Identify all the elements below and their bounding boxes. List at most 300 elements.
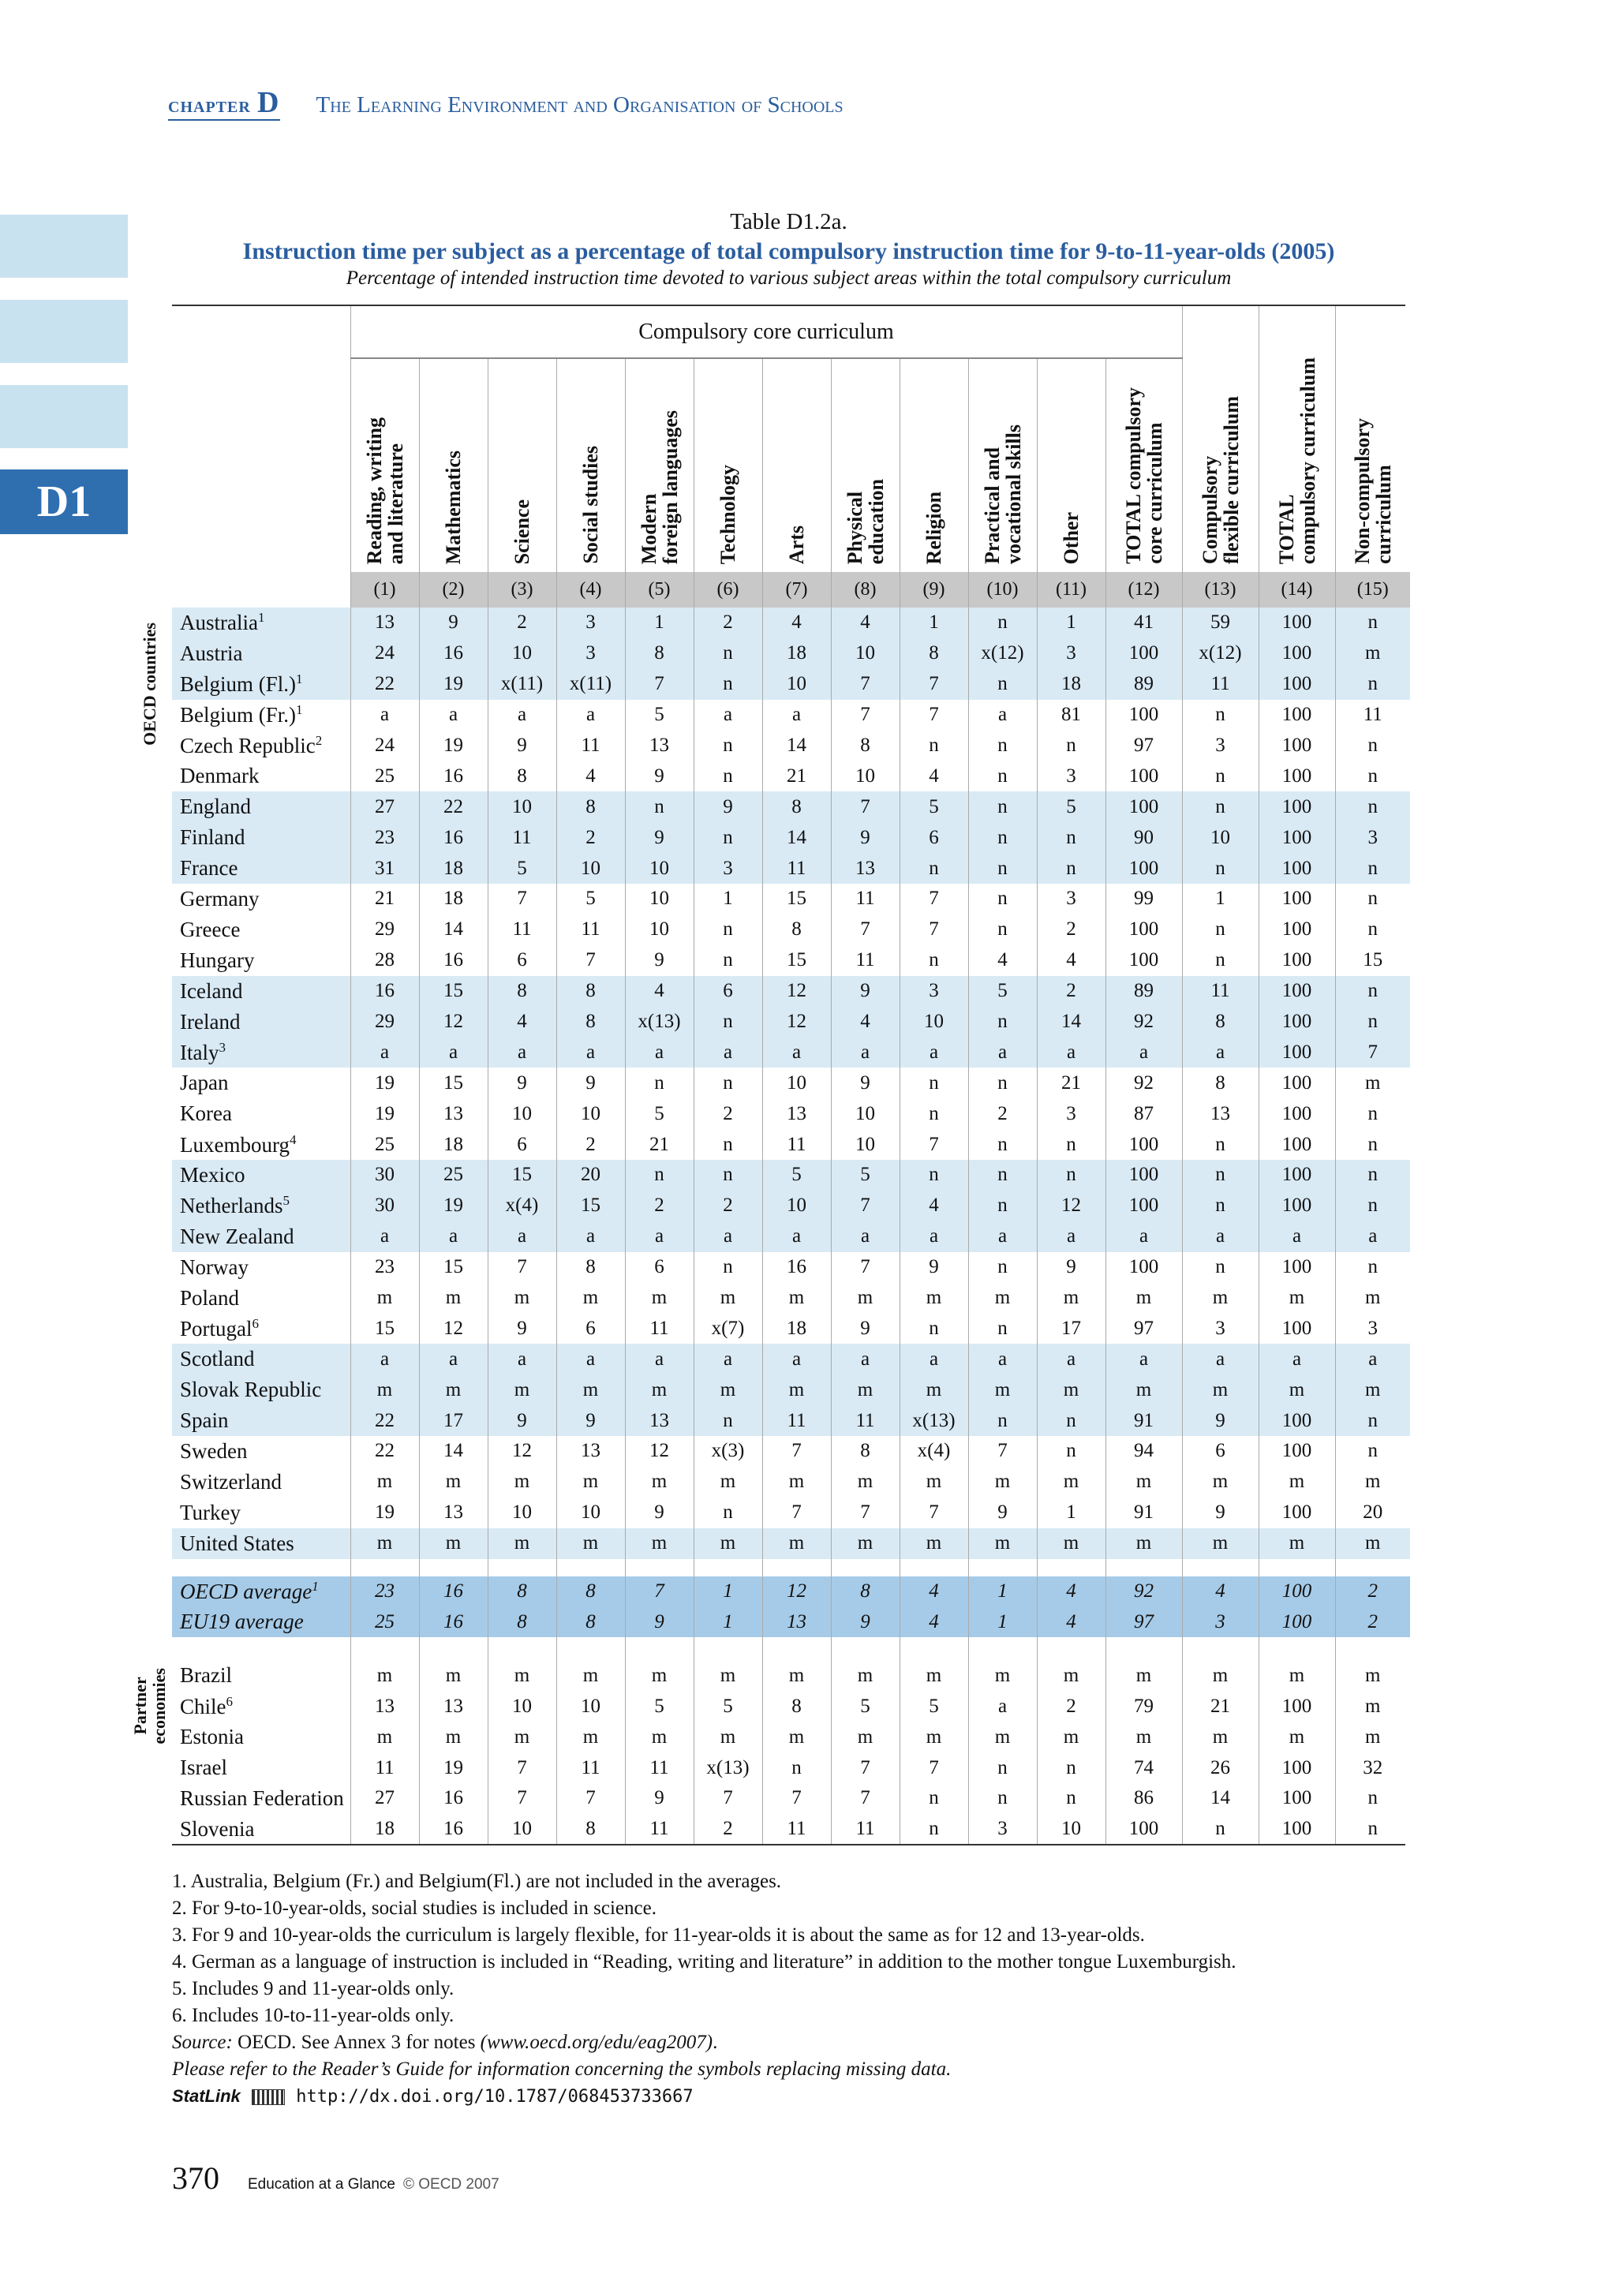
table-cell: m	[625, 1467, 694, 1498]
table-cell: 5	[625, 1098, 694, 1129]
row-label: Denmark	[180, 764, 260, 788]
table-cell: m	[1105, 1374, 1182, 1405]
row-label: Luxembourg$^4$	[180, 1131, 297, 1157]
table-cell: 10	[625, 853, 694, 884]
table-cell: a	[556, 1344, 625, 1374]
row-label: France	[172, 853, 350, 884]
table-cell: m	[762, 1467, 831, 1498]
table-cell: a	[762, 1344, 831, 1374]
table-cell: a	[625, 1221, 694, 1252]
row-label: Ireland	[172, 1007, 350, 1038]
table-cell: m	[1259, 1374, 1335, 1405]
table-cell: m	[1037, 1283, 1105, 1314]
table-cell: n	[1037, 731, 1105, 761]
source-link[interactable]: (www.oecd.org/edu/eag2007)	[480, 2032, 713, 2053]
table-cell: m	[1335, 1467, 1410, 1498]
table-cell: 7	[694, 1783, 762, 1814]
table-cell: 1	[1037, 608, 1105, 638]
table-cell: n	[625, 791, 694, 822]
table-cell: m	[350, 1374, 419, 1405]
side-tab-decor-2	[0, 300, 128, 363]
column-header: TOTAL compulsory core curriculum	[1105, 358, 1182, 572]
side-tab-decor-1	[0, 215, 128, 278]
table-cell: n	[900, 1098, 968, 1129]
table-cell: 10	[762, 1068, 831, 1098]
table-cell: m	[350, 1722, 419, 1752]
table-cell: 23	[350, 1576, 419, 1607]
table-cell: 13	[831, 853, 900, 884]
table-cell: 10	[488, 1691, 556, 1722]
table-cell: n	[1182, 1814, 1259, 1845]
table-cell: m	[1335, 1283, 1410, 1314]
table-cell: 11	[831, 1814, 900, 1845]
table-cell: 11	[625, 1814, 694, 1845]
table-cell: n	[1335, 731, 1410, 761]
table-cell: 9	[625, 761, 694, 791]
table-cell: a	[1182, 1037, 1259, 1068]
chapter-label: chapter D	[168, 86, 280, 119]
table-cell: 6	[900, 822, 968, 853]
row-label: Greece	[180, 917, 241, 941]
table-cell: m	[1335, 1660, 1410, 1691]
table-cell: 8	[762, 1691, 831, 1722]
table-cell: 13	[350, 608, 419, 638]
row-label: Belgium $(Fr.)^1$	[180, 702, 303, 727]
table-cell: n	[1335, 1405, 1410, 1436]
table-cell: 16	[419, 1576, 488, 1607]
table-cell: 13	[762, 1098, 831, 1129]
statlink-url[interactable]: http://dx.doi.org/10.1787/068453733667	[296, 2087, 694, 2107]
table-cell: 4	[900, 761, 968, 791]
table-cell: 100	[1259, 822, 1335, 853]
table-cell: 7	[1335, 1037, 1410, 1068]
table-cell: m	[488, 1283, 556, 1314]
row-label: New Zealand	[172, 1221, 350, 1252]
table-cell: 100	[1259, 669, 1335, 700]
table-cell: n	[1335, 1814, 1410, 1845]
table-cell: 9	[625, 1607, 694, 1638]
table-cell: 5	[831, 1691, 900, 1722]
row-label: Korea	[180, 1101, 232, 1126]
table-cell: 14	[762, 731, 831, 761]
table-cell: 10	[900, 1007, 968, 1038]
table-cell: 12	[625, 1436, 694, 1467]
table-cell: 87	[1105, 1098, 1182, 1129]
table-cell: a	[968, 1691, 1037, 1722]
table-cell: 29	[350, 914, 419, 945]
table-cell: 1	[900, 608, 968, 638]
table-cell: m	[419, 1660, 488, 1691]
table-cell: n	[694, 1068, 762, 1098]
footnote: 6. Includes 10-to-11-year-olds only.	[172, 2005, 454, 2026]
table-cell: n	[900, 731, 968, 761]
table-row	[172, 1344, 1410, 1374]
table-cell: 19	[350, 1068, 419, 1098]
table-cell: 7	[831, 1783, 900, 1814]
table-cell: 16	[762, 1252, 831, 1283]
table-cell: 7	[831, 1191, 900, 1221]
table-cell: m	[1105, 1467, 1182, 1498]
table-cell: 100	[1259, 853, 1335, 884]
table-cell: 12	[488, 1436, 556, 1467]
table-cell: a	[350, 1221, 419, 1252]
table-cell: 9	[831, 1313, 900, 1344]
table-cell: 8	[556, 1607, 625, 1638]
table-cell: 11	[831, 945, 900, 976]
table-cell: n	[1182, 1160, 1259, 1191]
table-notes	[172, 1868, 1435, 2111]
row-label: Scotland	[172, 1344, 350, 1374]
table-row	[172, 1160, 1410, 1191]
table-cell: 8	[556, 1007, 625, 1038]
table-cell: 5	[900, 791, 968, 822]
table-cell: x(3)	[694, 1436, 762, 1467]
table-cell: a	[419, 1037, 488, 1068]
table-title: Instruction time per subject as a percentage of total compulsory instruction time for 9-to-11-year-olds (2005)	[242, 238, 1335, 264]
table-cell: 92	[1105, 1576, 1182, 1607]
table-row	[172, 1221, 1410, 1252]
table-cell: m	[350, 1528, 419, 1559]
table-cell: 7	[831, 1252, 900, 1283]
table-cell: 3	[556, 608, 625, 638]
table-cell: n	[694, 1129, 762, 1160]
table-row	[172, 1528, 1410, 1559]
table-cell: n	[694, 761, 762, 791]
table-cell: 1	[694, 884, 762, 914]
table-cell: 11	[762, 1405, 831, 1436]
table-cell: 100	[1259, 1037, 1335, 1068]
table-cell: n	[968, 1007, 1037, 1038]
table-cell: m	[694, 1722, 762, 1752]
table-cell: n	[1335, 1436, 1410, 1467]
table-cell: 100	[1105, 853, 1182, 884]
table-cell: x(11)	[556, 669, 625, 700]
table-cell: n	[694, 1007, 762, 1038]
table-row	[172, 914, 1410, 945]
table-cell: 4	[488, 1007, 556, 1038]
table-cell: n	[968, 1752, 1037, 1783]
table-cell: 8	[1182, 1068, 1259, 1098]
table-cell: a	[556, 700, 625, 731]
table-cell: 100	[1105, 761, 1182, 791]
column-number: (14)	[1259, 572, 1335, 608]
table-cell: m	[625, 1528, 694, 1559]
table-cell: 15	[419, 976, 488, 1007]
table-cell: m	[900, 1528, 968, 1559]
column-number: (9)	[900, 572, 968, 608]
table-cell: a	[900, 1037, 968, 1068]
table-cell: 23	[350, 822, 419, 853]
table-cell: 92	[1105, 1007, 1182, 1038]
table-cell: 13	[419, 1691, 488, 1722]
table-cell: m	[1335, 638, 1410, 669]
table-cell: 6	[694, 976, 762, 1007]
table-cell: 18	[419, 853, 488, 884]
table-cell: n	[900, 1783, 968, 1814]
table-cell: 7	[831, 791, 900, 822]
table-cell: m	[1259, 1467, 1335, 1498]
table-cell: a	[556, 1221, 625, 1252]
table-cell: m	[625, 1722, 694, 1752]
table-cell: n	[1335, 608, 1410, 638]
table-cell: 59	[1182, 608, 1259, 638]
table-row	[172, 1191, 1410, 1221]
table-cell: n	[968, 1783, 1037, 1814]
table-row	[172, 669, 1410, 700]
table-cell: m	[831, 1467, 900, 1498]
column-header: TOTAL compulsory curriculum	[1259, 358, 1335, 572]
table-cell: m	[831, 1283, 900, 1314]
table-row	[172, 1576, 1410, 1607]
table-cell: 2	[694, 1098, 762, 1129]
table-cell: 31	[350, 853, 419, 884]
table-cell: n	[968, 884, 1037, 914]
table-cell: 7	[488, 1252, 556, 1283]
column-header: Religion	[900, 358, 968, 572]
table-cell: n	[1182, 945, 1259, 976]
row-label: Sweden	[180, 1438, 248, 1463]
table-cell: n	[968, 1313, 1037, 1344]
table-cell: 100	[1105, 1129, 1182, 1160]
row-label: Germany	[180, 886, 260, 911]
table-cell: 5	[556, 884, 625, 914]
table-cell: 4	[762, 608, 831, 638]
table-cell: 11	[488, 914, 556, 945]
table-cell: 3	[1182, 1313, 1259, 1344]
table-cell: 91	[1105, 1498, 1182, 1528]
table-cell: m	[625, 1660, 694, 1691]
table-cell: m	[625, 1283, 694, 1314]
row-label: Slovenia	[180, 1816, 255, 1841]
footnote: 3. For 9 and 10-year-olds the curriculum is largely flexible, for 11-year-olds it is about the same as for 12 and 13-year-olds.	[172, 1924, 1145, 1946]
table-cell: 15	[762, 884, 831, 914]
table-cell: 14	[1182, 1783, 1259, 1814]
table-cell: m	[1037, 1722, 1105, 1752]
table-cell: 8	[556, 1576, 625, 1607]
table-cell: n	[1182, 700, 1259, 731]
table-cell: 8	[831, 1576, 900, 1607]
column-number: (3)	[488, 572, 556, 608]
table-cell: 41	[1105, 608, 1182, 638]
table-cell: 9	[625, 1498, 694, 1528]
table-cell: n	[968, 791, 1037, 822]
table-cell: 20	[556, 1160, 625, 1191]
table-cell: 100	[1259, 761, 1335, 791]
table-cell: 7	[968, 1436, 1037, 1467]
table-cell: 2	[968, 1098, 1037, 1129]
side-tab-decor-3	[0, 385, 128, 448]
row-label: Czech Republic$^2$	[180, 733, 323, 757]
table-cell: a	[1182, 1344, 1259, 1374]
table-cell: m	[1037, 1660, 1105, 1691]
table-cell: m	[488, 1722, 556, 1752]
column-number: (11)	[1037, 572, 1105, 608]
table-cell: n	[694, 822, 762, 853]
table-row	[172, 1313, 1410, 1344]
table-cell: 10	[625, 914, 694, 945]
table-cell: 5	[831, 1160, 900, 1191]
table-cell: 10	[762, 1191, 831, 1221]
table-cell: m	[1037, 1528, 1105, 1559]
table-cell: 8	[556, 791, 625, 822]
row-label: Mexico	[172, 1160, 350, 1191]
table-cell: n	[1182, 914, 1259, 945]
table-cell: 11	[831, 1405, 900, 1436]
table-cell: 2	[1037, 1691, 1105, 1722]
table-cell: 9	[488, 1313, 556, 1344]
table-cell: n	[1335, 1191, 1410, 1221]
table-cell: 1	[625, 608, 694, 638]
table-cell: m	[968, 1528, 1037, 1559]
table-cell: 12	[762, 976, 831, 1007]
table-cell: m	[762, 1528, 831, 1559]
table-cell: 7	[900, 914, 968, 945]
table-cell: 7	[831, 1498, 900, 1528]
table-cell: 9	[831, 976, 900, 1007]
table-cell: 100	[1105, 638, 1182, 669]
table-cell: m	[1182, 1660, 1259, 1691]
table-cell: a	[488, 1221, 556, 1252]
table-cell: 100	[1259, 731, 1335, 761]
table-cell: 12	[419, 1007, 488, 1038]
table-cell: 11	[556, 1752, 625, 1783]
running-header	[168, 85, 844, 120]
table-cell: 30	[350, 1160, 419, 1191]
table-cell: n	[900, 1814, 968, 1845]
table-cell: n	[900, 853, 968, 884]
table-cell: 4	[1037, 1576, 1105, 1607]
table-cell: m	[1037, 1467, 1105, 1498]
table-cell: a	[968, 1221, 1037, 1252]
table-cell: n	[968, 853, 1037, 884]
table-cell: n	[900, 945, 968, 976]
table-subtitle: Percentage of intended instruction time devoted to various subject areas within the total compulsory curriculum	[346, 267, 1232, 289]
table-cell: 9	[556, 1405, 625, 1436]
table-cell: 8	[831, 731, 900, 761]
table-cell: 3	[556, 638, 625, 669]
table-cell: 10	[488, 1498, 556, 1528]
table-cell: n	[1037, 1783, 1105, 1814]
table-cell: 6	[1182, 1436, 1259, 1467]
row-label: Portugal$^6$	[180, 1315, 259, 1341]
table-cell: 7	[488, 884, 556, 914]
table-cell: m	[694, 1283, 762, 1314]
table-cell: a	[419, 1344, 488, 1374]
table-cell: 100	[1259, 1607, 1335, 1638]
row-label: Switzerland	[180, 1469, 282, 1494]
table-cell: 3	[694, 853, 762, 884]
statlink-icon	[252, 2089, 285, 2105]
table-cell: x(7)	[694, 1313, 762, 1344]
table-cell: m	[968, 1660, 1037, 1691]
table-cell: a	[1105, 1344, 1182, 1374]
table-cell: n	[1335, 914, 1410, 945]
column-header: Other	[1037, 358, 1105, 572]
table-cell: 8	[488, 761, 556, 791]
table-cell: a	[419, 700, 488, 731]
table-cell: n	[1335, 1252, 1410, 1283]
column-number: (8)	[831, 572, 900, 608]
table-cell: 92	[1105, 1068, 1182, 1098]
table-cell: 99	[1105, 884, 1182, 914]
column-header: Modern foreign languages	[625, 358, 694, 572]
table-cell: m	[762, 1722, 831, 1752]
table-cell: 100	[1259, 1405, 1335, 1436]
table-cell: 100	[1259, 1814, 1335, 1845]
table-cell: a	[968, 700, 1037, 731]
chapter-title: The Learning Environment and Organisation of Schools	[316, 92, 844, 118]
table-cell: 10	[831, 761, 900, 791]
table-cell: 30	[350, 1191, 419, 1221]
table-cell: 9	[1182, 1498, 1259, 1528]
table-cell: 4	[831, 1007, 900, 1038]
table-row	[172, 1752, 1410, 1783]
table-cell: 100	[1259, 945, 1335, 976]
table-row	[172, 1722, 1410, 1752]
table-cell: 12	[419, 1313, 488, 1344]
table-cell: 25	[350, 1607, 419, 1638]
table-cell: 90	[1105, 822, 1182, 853]
table-cell: n	[1037, 1405, 1105, 1436]
table-cell: m	[1335, 1722, 1410, 1752]
table-cell: n	[625, 1068, 694, 1098]
section-tab-d1: D1	[0, 469, 128, 534]
table-cell: n	[900, 1313, 968, 1344]
table-row	[172, 1814, 1410, 1845]
copyright: © OECD 2007	[402, 2176, 499, 2193]
table-cell: 21	[625, 1129, 694, 1160]
table-cell: a	[762, 700, 831, 731]
table-cell: 2	[1037, 976, 1105, 1007]
table-cell: 100	[1259, 884, 1335, 914]
table-cell: 4	[556, 761, 625, 791]
table-cell: 25	[419, 1160, 488, 1191]
table-cell: 14	[419, 914, 488, 945]
table-cell: a	[1037, 1221, 1105, 1252]
table-cell: 4	[625, 976, 694, 1007]
table-cell: m	[419, 1467, 488, 1498]
table-cell: m	[831, 1660, 900, 1691]
table-cell: n	[694, 1498, 762, 1528]
column-number: (1)	[350, 572, 419, 608]
table-cell: 9	[625, 822, 694, 853]
table-cell: m	[762, 1283, 831, 1314]
table-cell: 16	[419, 1607, 488, 1638]
table-cell: 2	[694, 608, 762, 638]
table-cell: 9	[694, 791, 762, 822]
table-cell: 11	[625, 1313, 694, 1344]
table-cell: 26	[1182, 1752, 1259, 1783]
table-cell: 15	[350, 1313, 419, 1344]
table-cell: n	[1335, 761, 1410, 791]
table-cell: 7	[831, 1752, 900, 1783]
table-cell: 10	[625, 884, 694, 914]
table-cell: 100	[1259, 1752, 1335, 1783]
table-row	[172, 822, 1410, 853]
table-row	[172, 638, 1410, 669]
table-cell: 13	[762, 1607, 831, 1638]
table-cell: 5	[762, 1160, 831, 1191]
table-cell: 10	[831, 1098, 900, 1129]
table-row	[172, 884, 1410, 914]
table-row	[172, 945, 1410, 976]
oecd-countries-label: OECD countries	[140, 623, 159, 746]
table-cell: a	[488, 700, 556, 731]
table-cell: 5	[900, 1691, 968, 1722]
table-cell: 10	[556, 1691, 625, 1722]
table-cell: 7	[762, 1436, 831, 1467]
table-cell: 3	[1037, 884, 1105, 914]
